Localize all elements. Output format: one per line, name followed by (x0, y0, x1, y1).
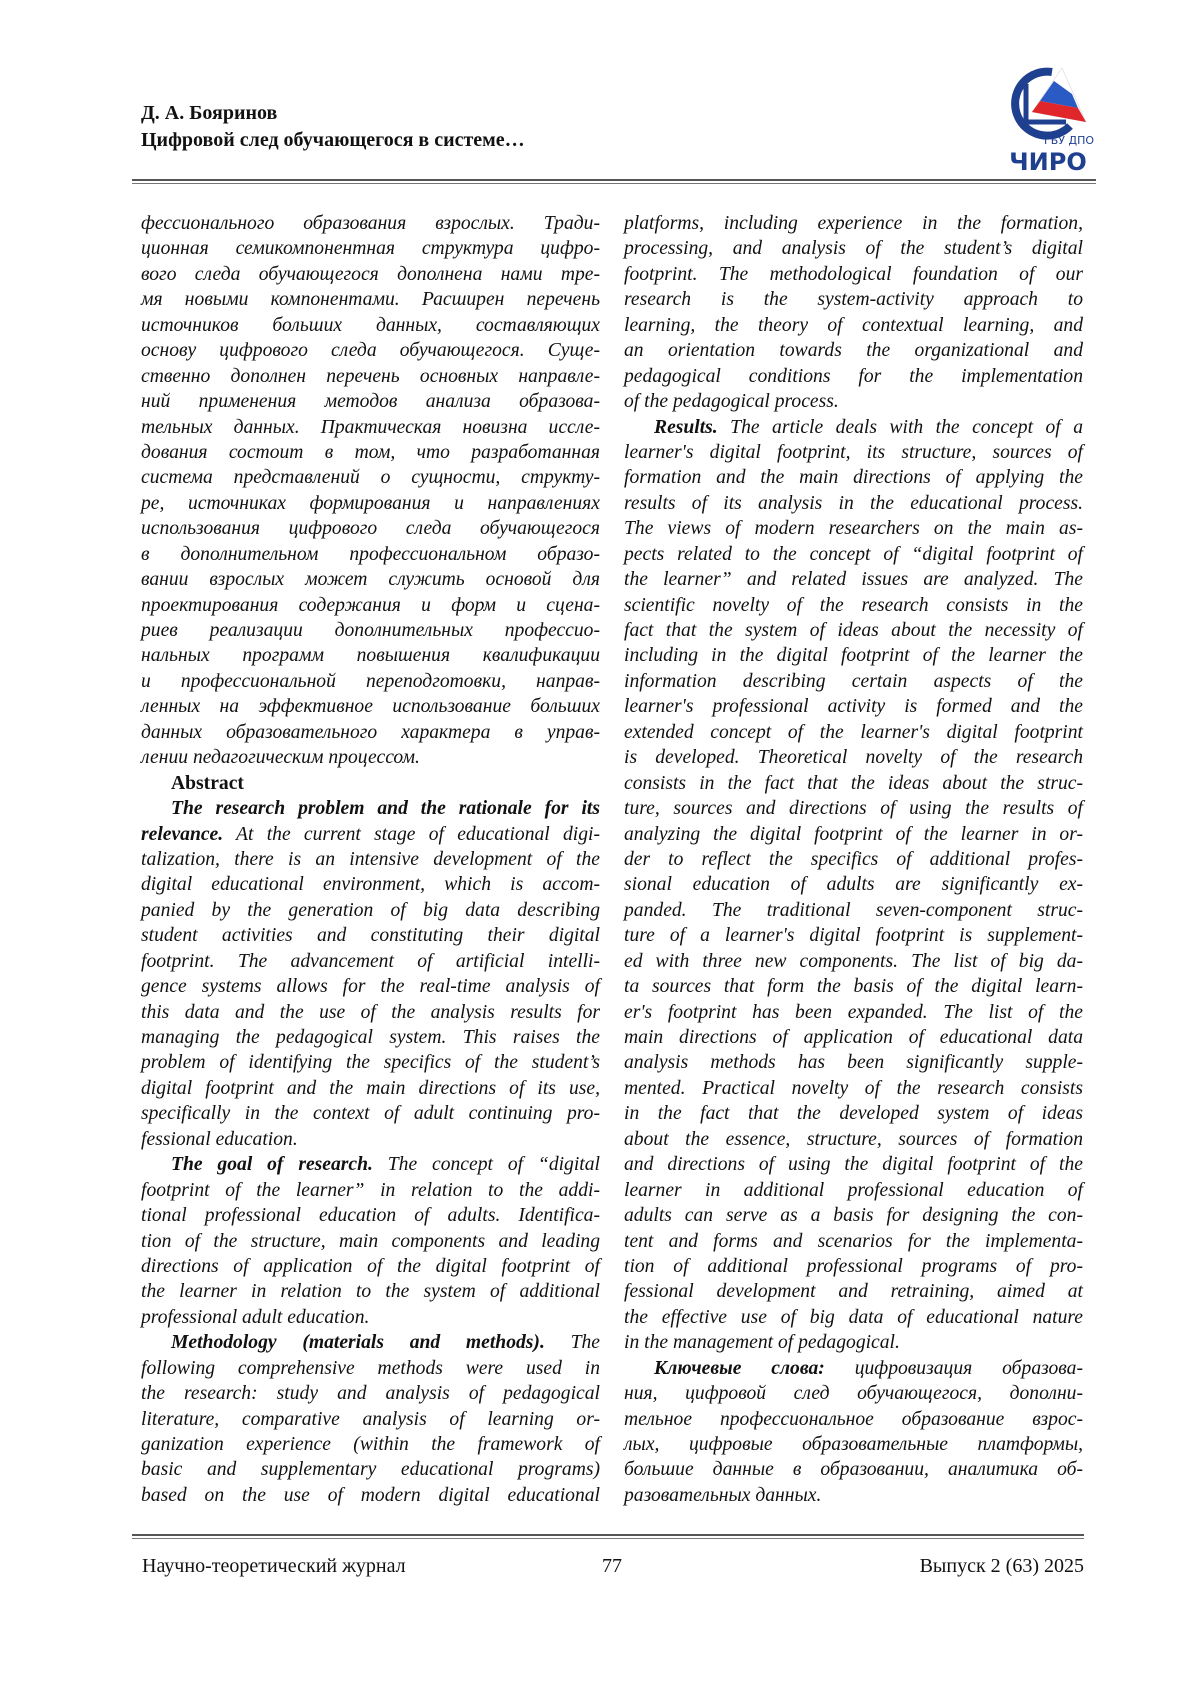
text-line: тельное профессиональное образование взрос- (624, 1407, 1083, 1432)
paragraph (141, 1152, 600, 1330)
text-line: processing, and analysis of the student’s digital (624, 236, 1083, 261)
paragraph (141, 796, 600, 1152)
text-line: мя новыми компонентами. Расширен перечень (141, 287, 600, 312)
text-line: ния, цифровой след обучающегося, дополни- (624, 1381, 1083, 1406)
text-line: разовательных данных. (624, 1483, 1083, 1508)
text-line: digital educational environment, which is accom- (141, 872, 600, 897)
paragraph-lead: Results. (654, 417, 718, 438)
text-line: ственно дополнен перечень основных направле- (141, 364, 600, 389)
text-line: including in the digital footprint of the learner the (624, 643, 1083, 668)
text-line: an orientation towards the organizational and (624, 338, 1083, 363)
text-line: ta sources that form the basis of the digital learn- (624, 974, 1083, 999)
text-line: in the management of pedagogical. (624, 1330, 1083, 1355)
text-line: вании взрослых может служить основой для (141, 567, 600, 592)
text-line: ний применения методов анализа образова- (141, 389, 600, 414)
text-line: лых, цифровые образовательные платформы, (624, 1432, 1083, 1457)
text-line: based on the use of modern digital educational (141, 1483, 600, 1508)
header-divider (132, 179, 1096, 184)
text-line: consists in the fact that the ideas about the struc- (624, 771, 1083, 796)
text-line: footprint of the learner” in relation to the addi- (141, 1178, 600, 1203)
text-line: adults can serve as a basis for designing the con- (624, 1203, 1083, 1228)
text-line: problem of identifying the specifics of the student’s (141, 1050, 600, 1075)
text-line: ленных на эффективное использование больших (141, 694, 600, 719)
text-line: specifically in the context of adult continuing pro- (141, 1101, 600, 1126)
text-line (624, 1356, 1083, 1381)
paragraph-lead: The research problem and the rationale for its (171, 798, 600, 819)
text-line: der to reflect the specifics of additional profes- (624, 847, 1083, 872)
text-line: фессионального образования взрослых. Тради- (141, 211, 600, 236)
right-column (624, 211, 1083, 1508)
text-line: analyzing the digital footprint of the learner in or- (624, 822, 1083, 847)
chiro-logo-icon (1000, 64, 1096, 174)
text-line: extended concept of the learner's digital footprint (624, 720, 1083, 745)
text-line: this data and the use of the analysis results for (141, 1000, 600, 1025)
paragraph-text: цифровизация образова- (825, 1358, 1083, 1379)
text-line: managing the pedagogical system. This raises the (141, 1025, 600, 1050)
logo-subtext: ГБУ ДПО (1044, 134, 1094, 147)
paragraph (624, 211, 1083, 415)
text-line: тельных данных. Практическая новизна иссле- (141, 415, 600, 440)
text-line: learner's professional activity is formed and the (624, 694, 1083, 719)
text-line: mented. Practical novelty of the research consists (624, 1076, 1083, 1101)
text-line: student activities and constituting their digital (141, 923, 600, 948)
text-line: basic and supplementary educational programs) (141, 1457, 600, 1482)
text-line: sional education of adults are significantly ex- (624, 872, 1083, 897)
text-line: и профессиональной переподготовки, направ- (141, 669, 600, 694)
text-line: Abstract (141, 771, 600, 796)
text-line: в дополнительном профессиональном образо- (141, 542, 600, 567)
paragraph-lead: Methodology (materials and methods). (171, 1332, 545, 1353)
text-line: ed with three new components. The list of big da- (624, 949, 1083, 974)
text-line: fact that the system of ideas about the necessity of (624, 618, 1083, 643)
text-line: panded. The traditional seven-component struc- (624, 898, 1083, 923)
text-line: er's footprint has been expanded. The list of the (624, 1000, 1083, 1025)
text-line: ture of a learner's digital footprint is supplement- (624, 923, 1083, 948)
text-line: ganization experience (within the framework of (141, 1432, 600, 1457)
text-line: ture, sources and directions of using the results of (624, 796, 1083, 821)
text-line: проектирования содержания и форм и сцена- (141, 593, 600, 618)
text-line: риев реализации дополнительных профессио- (141, 618, 600, 643)
text-line: results of its analysis in the educational process. (624, 491, 1083, 516)
paragraph-lead: The goal of research. (171, 1154, 373, 1175)
text-line (624, 415, 1083, 440)
text-line: the effective use of big data of educational nature (624, 1305, 1083, 1330)
text-line: The views of modern researchers on the main as- (624, 516, 1083, 541)
text-line: information describing certain aspects of the (624, 669, 1083, 694)
text-line: digital footprint and the main directions of its use, (141, 1076, 600, 1101)
text-line: fessional development and retraining, aimed at (624, 1279, 1083, 1304)
text-line: platforms, including experience in the formation, (624, 211, 1083, 236)
text-line: нальных программ повышения квалификации (141, 643, 600, 668)
paragraph-lead: relevance. (141, 824, 223, 845)
text-line: panied by the generation of big data describing (141, 898, 600, 923)
text-line: scientific novelty of the research consists in the (624, 593, 1083, 618)
text-line: tion of the structure, main components and leading (141, 1229, 600, 1254)
text-line: вого следа обучающегося дополнена нами тре- (141, 262, 600, 287)
running-header-title: Цифровой след обучающегося в системе… (141, 127, 525, 153)
paragraph (141, 1330, 600, 1508)
text-line: learning, the theory of contextual learning, and (624, 313, 1083, 338)
running-header-author: Д. А. Бояринов (141, 100, 277, 126)
text-line: literature, comparative analysis of learning or- (141, 1407, 600, 1432)
text-line: ре, источниках формирования и направлениях (141, 491, 600, 516)
text-line (141, 796, 600, 821)
paragraph-text: The (545, 1332, 600, 1353)
text-line: tent and forms and scenarios for the implementa- (624, 1229, 1083, 1254)
text-line: the learner in relation to the system of additional (141, 1279, 600, 1304)
text-line: данных образовательного характера в управ- (141, 720, 600, 745)
paragraph-lead: Ключевые слова: (654, 1358, 825, 1379)
paragraph (624, 1356, 1083, 1509)
text-line: footprint. The methodological foundation of our (624, 262, 1083, 287)
text-line: footprint. The advancement of artificial intelli- (141, 949, 600, 974)
text-line: ционная семикомпонентная структура цифро- (141, 236, 600, 261)
text-line: the learner” and related issues are analyzed. The (624, 567, 1083, 592)
text-line: основу цифрового следа обучающегося. Суще- (141, 338, 600, 363)
text-line (141, 1152, 600, 1177)
left-column (141, 211, 600, 1508)
text-line: analysis methods has been significantly supple- (624, 1050, 1083, 1075)
text-line: and directions of using the digital footprint of the (624, 1152, 1083, 1177)
paragraph (624, 415, 1083, 1356)
text-line: directions of application of the digital footprint of (141, 1254, 600, 1279)
text-line: about the essence, structure, sources of formation (624, 1127, 1083, 1152)
footer-divider (132, 1534, 1084, 1539)
paragraph-text: At the current stage of educational digi- (223, 824, 600, 845)
text-line: following comprehensive methods were used in (141, 1356, 600, 1381)
text-line: the research: study and analysis of pedagogical (141, 1381, 600, 1406)
logo-text: ЧИРО (1009, 148, 1086, 174)
paragraph-text: The article deals with the concept of a (718, 417, 1083, 438)
text-line (141, 822, 600, 847)
text-line: learner's digital footprint, its structure, sources of (624, 440, 1083, 465)
text-line: pedagogical conditions for the implementation (624, 364, 1083, 389)
text-line: of the pedagogical process. (624, 389, 1083, 414)
text-line: система представлений о сущности, структу- (141, 465, 600, 490)
text-line: дования состоит в том, что разработанная (141, 440, 600, 465)
text-line: professional adult education. (141, 1305, 600, 1330)
text-line: in the fact that the developed system of ideas (624, 1101, 1083, 1126)
text-line: лении педагогическим процессом. (141, 745, 600, 770)
text-line: main directions of application of educational data (624, 1025, 1083, 1050)
text-line: tional professional education of adults. Identifica- (141, 1203, 600, 1228)
text-line: pects related to the concept of “digital footprint of (624, 542, 1083, 567)
footer-issue: Выпуск 2 (63) 2025 (920, 1553, 1084, 1579)
text-line: learner in additional professional education of (624, 1178, 1083, 1203)
text-line: использования цифрового следа обучающегося (141, 516, 600, 541)
footer-journal-name: Научно-теоретический журнал (142, 1553, 406, 1579)
text-line: источников больших данных, составляющих (141, 313, 600, 338)
text-line: tion of additional professional programs of pro- (624, 1254, 1083, 1279)
text-line: gence systems allows for the real-time analysis of (141, 974, 600, 999)
paragraph (141, 211, 600, 771)
text-line: talization, there is an intensive development of the (141, 847, 600, 872)
abstract-heading (141, 771, 600, 796)
text-line (141, 1330, 600, 1355)
text-line: is developed. Theoretical novelty of the research (624, 745, 1083, 770)
text-line: formation and the main directions of applying the (624, 465, 1083, 490)
paragraph-text: The concept of “digital (373, 1154, 600, 1175)
text-line: большие данные в образовании, аналитика об- (624, 1457, 1083, 1482)
text-line: research is the system-activity approach to (624, 287, 1083, 312)
page-number: 77 (602, 1553, 622, 1579)
text-line: fessional education. (141, 1127, 600, 1152)
